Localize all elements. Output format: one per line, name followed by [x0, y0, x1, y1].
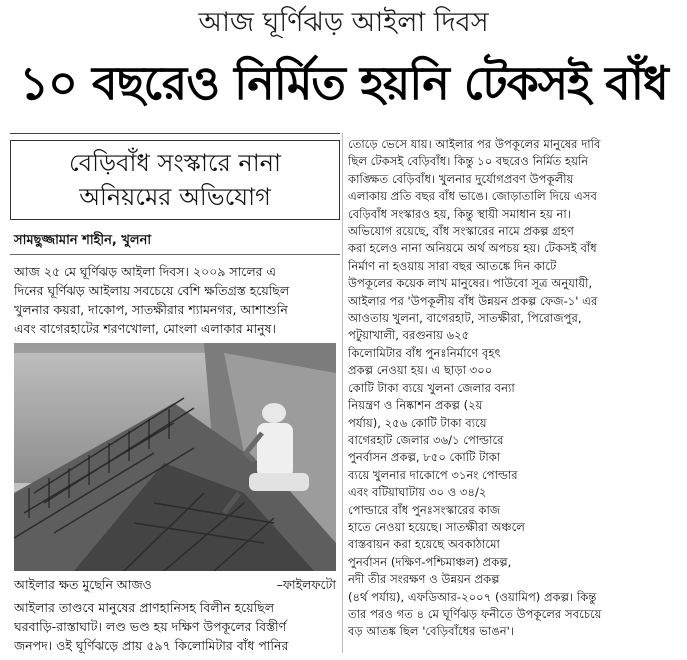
- photo-caption: আইলার ক্ষত মুছেনি আজও: [14, 577, 152, 592]
- right-line: (৪র্থ পর্যায়), এফডিআর-২০০৭ (ওয়ামিপ) প্রকল্প। কিন্তু: [348, 589, 597, 604]
- right-line: এবং বটিয়াঘাটায় ৩০ ও ৩৪/২: [348, 485, 487, 500]
- kicker-headline: আজ ঘূর্ণিঝড় আইলা দিবস: [198, 7, 489, 38]
- right-line: ছিল টেকসই বেড়িবাঁধ। কিন্তু ১০ বছরেও নির্মিত হয়নি: [348, 154, 589, 169]
- main-headline: ১০ বছরেও নির্মিত হয়নি টেকসই বাঁধ: [19, 56, 668, 110]
- right-line: তোড়ে ভেসে যায়। আইলার পর উপকূলের মানুষের দাবি: [348, 137, 601, 151]
- right-line: অভিযোগ রয়েছে, বাঁধ সংস্কারের নামে প্রকল্প গ্রহণ: [348, 224, 574, 239]
- right-line: আওতায় খুলনা, বাগেরহাট, সাতক্ষীরা, পিরোজপুর,: [348, 311, 582, 326]
- right-line: পর্যায়), ২৫৬ কোটি টাকা ব্যয়ে: [348, 415, 487, 430]
- right-line: আইলার পর 'উপকূলীয় বাঁধ উন্নয়ন প্রকল্প ফেজ-১' এর: [348, 293, 598, 308]
- photo-credit: –ফাইলফটো: [276, 577, 336, 592]
- right-line: নিয়ন্ত্রণ ও নিষ্কাশন প্রকল্প (২য়: [348, 398, 483, 413]
- divider-top: [10, 133, 340, 134]
- byline: সামছুজ্জামান শাহীন, খুলনা: [14, 233, 152, 248]
- bottom-line: ঘরবাড়ি-রাস্তাঘাট। লণ্ড ভণ্ড হয় দক্ষিণ উপকূলের বিস্তীর্ণ: [14, 619, 287, 634]
- bottom-paragraph: [14, 598, 342, 655]
- intro-line: আজ ২৫ মে ঘূর্ণিঝড় আইলা দিবস। ২০০৯ সালের এ: [14, 264, 276, 279]
- subheadline: [10, 146, 340, 214]
- right-line: বড় আতঙ্ক ছিল 'বেড়িবাঁধের ভাঙন'।: [348, 624, 514, 639]
- intro-line: খুলনার কয়রা, দাকোপ, সাতক্ষীরার শ্যামনগর, আশাশুনি: [14, 302, 288, 317]
- right-line: বাস্তবায়ন করা হয়েছে অবকাঠামো: [348, 537, 500, 552]
- subhead-line-1: বেড়িবাঁধ সংস্কারে নানা: [69, 149, 281, 177]
- right-line: উপকূলের কয়েক লাখ মানুষের। পাউবো সূত্র অনুযায়ী,: [348, 276, 593, 291]
- right-line: নদী তীর সংরক্ষণ ও উন্নয়ন প্রকল্প: [348, 572, 500, 587]
- bottom-line: আইলার তাণ্ডবে মানুষের প্রাণহানিসহ বিলীন হয়েছিল: [14, 600, 275, 615]
- intro-line: এবং বাগেরহাটের শরণখোলা, মোংলা এলাকার মানুষ।: [14, 321, 276, 336]
- right-line: কিলোমিটার বাঁধ পুনঃনির্মাণে বৃহৎ: [348, 345, 501, 360]
- column-divider: [342, 133, 343, 653]
- right-line: এলাকায় প্রতি বছর বাঁধ ভাঙে। জোড়াতালি দিয়ে এসব: [348, 189, 597, 204]
- right-line: কাঙ্ক্ষিত বেড়িবাঁধ। খুলনার দুর্যোগপ্রবণ উপকূলীয়: [348, 171, 574, 186]
- right-line: করা হলেও নানা অনিয়মে অর্থ অপচয় হয়। টেকসই বাঁধ: [348, 241, 597, 256]
- right-line: কোটি টাকা ব্যয়ে খুলনা জেলার বন্যা: [348, 380, 515, 395]
- right-line: প্রকল্প নেওয়া হয়। এ ছাড়া ৩০০: [348, 363, 493, 378]
- right-line: তার পরও গত ৪ মে ঘূর্ণিঝড় ফনীতে উপকূলের সবচেয়ে: [348, 606, 602, 621]
- subhead-line-2: অনিয়মের অভিযোগ: [79, 183, 271, 211]
- news-photo: [14, 343, 336, 571]
- right-line: পটুয়াখালী, বরগুনায় ৬২৫: [348, 328, 470, 343]
- right-line: পোল্ডারে বাঁধ পুনঃসংস্কারের কাজ: [348, 502, 501, 517]
- right-line: পুনর্বাসন প্রকল্প, ৮৫০ কোটি টাকা: [348, 450, 501, 465]
- right-line: ব্যয়ে খুলনার দাকোপে ৩১নং পোল্ডার: [348, 467, 518, 482]
- right-line: বাগেরহাট জেলার ৩৬/১ পোল্ডারে: [348, 432, 504, 447]
- right-line: নির্মাণ না হওয়ায় সারা বছর আতঙ্কে দিন কাটে: [348, 258, 557, 273]
- right-line: হাতে নেওয়া হয়েছে। সাতক্ষীরা অঞ্চলে: [348, 519, 525, 534]
- right-line: বেড়িবাঁধ সংস্কারও হয়, কিন্তু স্থায়ী সমাধান হয় না।: [348, 206, 571, 221]
- right-line: পুনর্বাসন (দক্ষিণ-পশ্চিমাঞ্চল) প্রকল্প,: [348, 554, 512, 569]
- right-column-text: [348, 136, 682, 641]
- bottom-line: জনপদ। ওই ঘূর্ণিঝড়ে প্রায় ৫৯৭ কিলোমিটার বাঁধ পানির: [14, 638, 289, 653]
- intro-line: দিনের ঘূর্ণিঝড় আইলায় সবচেয়ে বেশি ক্ষতিগ্রস্ত হয়েছিল: [14, 283, 290, 298]
- embankment-photo-illustration: [14, 343, 336, 571]
- byline-divider: [10, 254, 340, 255]
- intro-paragraph: [14, 262, 342, 338]
